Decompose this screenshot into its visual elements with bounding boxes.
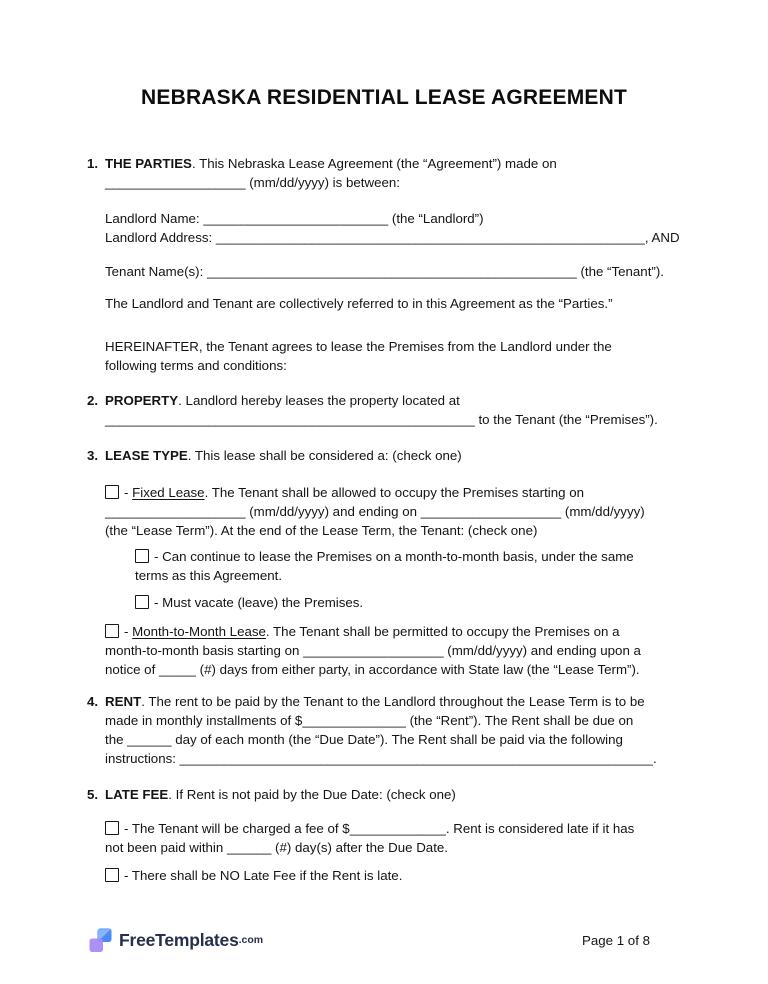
month-to-month-option: [105, 622, 727, 679]
body-text: (#) day(s) after the Due Date.: [271, 840, 448, 855]
body-text: , AND: [644, 230, 680, 245]
body-text: . The rent to be paid by the Tenant to the Landlord throughout the Lease Term is to be: [141, 694, 645, 709]
body-text: - There shall be NO Late Fee if the Rent is late.: [124, 868, 403, 883]
late-fee-days-blank[interactable]: ______: [226, 840, 272, 855]
body-text: .: [652, 751, 657, 766]
month-to-month-label: Month-to-Month Lease: [132, 624, 266, 639]
late-fee-amount-blank[interactable]: _____________: [349, 821, 446, 836]
landlord-name-blank[interactable]: _________________________: [203, 211, 389, 226]
body-text: - The Tenant will be charged a fee of $: [124, 821, 350, 836]
fixed-lease-suboption-vacate: [135, 593, 727, 612]
body-text: terms as this Agreement.: [135, 568, 283, 583]
body-text: (the “Tenant”).: [576, 264, 664, 279]
late-fee-option-charged: [105, 819, 727, 857]
body-text: (the “Landlord”): [388, 211, 484, 226]
body-text: . If Rent is not paid by the Due Date: (check one): [168, 787, 456, 802]
body-text: (the “Lease Term”). At the end of the Lease Term, the Tenant: (check one): [105, 523, 538, 538]
fixed-lease-option: [105, 483, 727, 540]
page-title: NEBRASKA RESIDENTIAL LEASE AGREEMENT: [141, 86, 627, 109]
rent-amount-blank[interactable]: ______________: [302, 713, 406, 728]
body-text: . Rent is considered late if it has: [445, 821, 635, 836]
body-text: . This lease shall be considered a: (check one): [187, 448, 462, 463]
late-fee-option-none: [105, 866, 727, 885]
checkbox-continue-month-to-month[interactable]: [135, 549, 149, 563]
checkbox-must-vacate[interactable]: [135, 595, 149, 609]
section-heading: LEASE TYPE: [105, 448, 188, 463]
item-number: 4.: [87, 694, 99, 709]
rent-instructions-blank[interactable]: ________________________________________________________________: [179, 751, 653, 766]
agreement-date-blank[interactable]: ___________________: [105, 175, 246, 190]
page-number: Page 1 of 8: [581, 932, 650, 948]
brand-name: FreeTemplates: [119, 929, 239, 950]
section-heading: LATE FEE: [105, 787, 169, 802]
fixed-lease-suboption-continue: [135, 547, 727, 585]
tenant-name-blank[interactable]: __________________________________________________: [206, 264, 577, 279]
body-text: made in monthly installments of $: [105, 713, 303, 728]
body-text: -: [124, 624, 133, 639]
m2m-notice-days-blank[interactable]: _____: [158, 662, 196, 677]
property-address-blank[interactable]: __________________________________________________: [105, 412, 475, 427]
checkbox-no-late-fee[interactable]: [105, 868, 119, 882]
section-late-fee: [87, 785, 727, 804]
tenant-block: [105, 262, 727, 281]
parties-note: [105, 294, 727, 313]
item-number: 5.: [87, 787, 99, 802]
checkbox-late-fee-charged[interactable]: [105, 821, 119, 835]
landlord-address-label: Landlord Address:: [105, 230, 216, 245]
body-text: (the “Rent”). The Rent shall be due on: [405, 713, 634, 728]
body-text: (#) days from either party, in accordance with State law (the “Lease Term”).: [195, 662, 640, 677]
body-text: not been paid within: [105, 840, 227, 855]
fixed-lease-label: Fixed Lease: [132, 485, 205, 500]
body-text: (mm/dd/yyyy) is between:: [245, 175, 400, 190]
body-text: . This Nebraska Lease Agreement (the “Agreement”) made on: [191, 156, 557, 171]
section-parties: [87, 154, 727, 192]
body-text: -: [124, 485, 133, 500]
freetemplates-logo-icon: [89, 928, 112, 953]
section-property: [87, 391, 727, 429]
body-text: notice of: [105, 662, 159, 677]
body-text: . The Tenant shall be permitted to occupy the Premises on a: [265, 624, 620, 639]
body-text: HEREINAFTER, the Tenant agrees to lease the Premises from the Landlord under the: [105, 339, 612, 354]
body-text: - Can continue to lease the Premises on a month-to-month basis, under the same: [154, 549, 634, 564]
rent-due-day-blank[interactable]: ______: [127, 732, 172, 747]
body-text: . Landlord hereby leases the property located at: [178, 393, 460, 408]
section-heading: THE PARTIES: [105, 156, 192, 171]
tenant-name-label: Tenant Name(s):: [105, 264, 207, 279]
body-text: the: [105, 732, 128, 747]
landlord-name-label: Landlord Name:: [105, 211, 204, 226]
checkbox-fixed-lease[interactable]: [105, 485, 119, 499]
body-text: (mm/dd/yyyy) and ending upon a: [443, 643, 641, 658]
fixed-end-date-blank[interactable]: ___________________: [420, 504, 562, 519]
m2m-start-date-blank[interactable]: ___________________: [303, 643, 444, 658]
landlord-block: [105, 209, 727, 247]
hereinafter-note: [105, 337, 727, 375]
body-text: to the Tenant (the “Premises”).: [474, 412, 658, 427]
section-lease-type: [87, 446, 727, 465]
body-text: month-to-month basis starting on: [105, 643, 304, 658]
item-number: 3.: [87, 448, 99, 463]
body-text: instructions:: [105, 751, 180, 766]
section-heading: PROPERTY: [105, 393, 179, 408]
document-body: [0, 110, 727, 885]
item-number: 2.: [87, 393, 99, 408]
body-text: The Landlord and Tenant are collectively referred to in this Agreement as the “Parties.”: [105, 296, 613, 311]
page-footer: [89, 924, 650, 956]
section-heading: RENT: [105, 694, 142, 709]
body-text: (mm/dd/yyyy): [561, 504, 645, 519]
body-text: (mm/dd/yyyy) and ending on: [245, 504, 421, 519]
checkbox-month-to-month-lease[interactable]: [105, 624, 119, 638]
fixed-start-date-blank[interactable]: ___________________: [105, 504, 246, 519]
body-text: day of each month (the “Due Date”). The Rent shall be paid via the following: [171, 732, 623, 747]
landlord-address-blank[interactable]: __________________________________________________________: [215, 230, 645, 245]
body-text: - Must vacate (leave) the Premises.: [154, 595, 364, 610]
body-text: . The Tenant shall be allowed to occupy the Premises starting on: [204, 485, 585, 500]
section-rent: [87, 692, 727, 768]
item-number: 1.: [87, 156, 99, 171]
brand-tld: .com: [238, 933, 264, 946]
body-text: following terms and conditions:: [105, 358, 287, 373]
freetemplates-logo: [89, 928, 263, 953]
